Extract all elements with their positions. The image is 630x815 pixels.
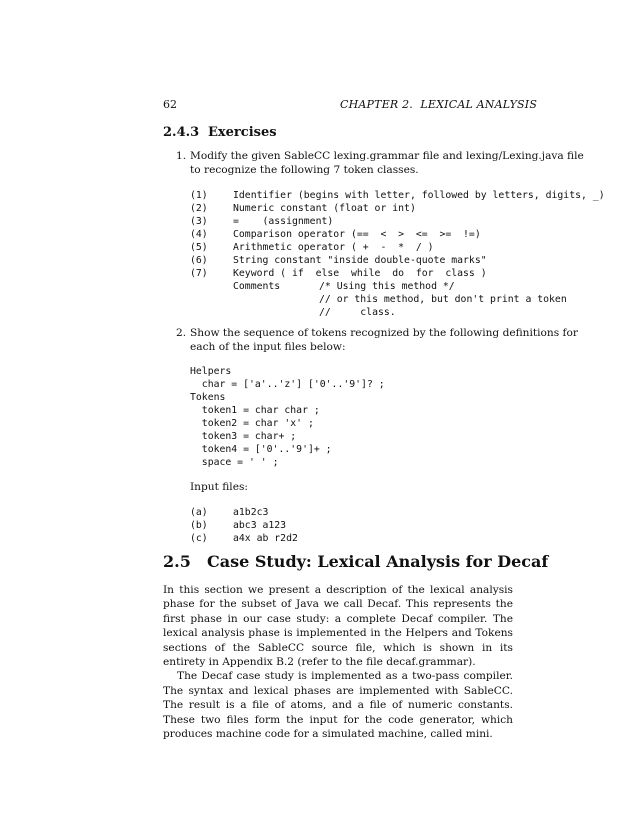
subsection-heading <box>163 125 277 140</box>
section-number: 2.5 <box>163 552 191 571</box>
token-class-text: Numeric constant (float or int) <box>233 203 416 214</box>
token-class-text: Comparison operator (== < > <= >= !=) <box>233 229 481 240</box>
token-class-label: (2) <box>190 203 208 214</box>
body-paragraph: The Decaf case study is implemented as a two-pass compiler. The syntax and lexical phases are implemented with SableCC. The result is a file of atoms, and a file of numeric constants. These two files form the input for the code generator, which produces machine code for a simulated machine, called mini. <box>163 670 513 741</box>
token-class-text: = (assignment) <box>233 216 334 227</box>
input-file-text: abc3 a123 <box>233 520 287 531</box>
running-chapter-title: CHAPTER 2. LEXICAL ANALYSIS <box>340 98 538 111</box>
token-class-text: String constant "inside double-quote marks" <box>233 255 487 266</box>
comment-line: // or this method, but don't print a token <box>319 294 567 305</box>
grammar-line: token3 = char+ ; <box>190 431 297 442</box>
exercise-2-line-1: Show the sequence of tokens recognized by the following definitions for <box>190 327 578 339</box>
token-class-label: (6) <box>190 255 208 266</box>
grammar-line: space = ' ' ; <box>190 457 279 468</box>
token-class-label: (3) <box>190 216 208 227</box>
exercise-1-line-2: to recognize the following 7 token classes. <box>190 164 419 176</box>
exercise-2-line-2: each of the input files below: <box>190 341 346 353</box>
grammar-line: Helpers <box>190 366 232 377</box>
exercise-1-number: 1. <box>176 150 187 162</box>
body-paragraph: In this section we present a description of the lexical analysis phase for the subset of Java we call Decaf. This represents the first phase in our case study: a complete Decaf compiler. The lexical analysis phase is implemented in the Helpers and Tokens sections of the SableCC source file, which is shown in its entirety in Appendix B.2 (refer to the file decaf.grammar). <box>163 584 513 669</box>
comment-line: /* Using this method */ <box>319 281 455 292</box>
input-file-label: (b) <box>190 520 208 531</box>
input-files-label: Input files: <box>190 481 248 493</box>
section-heading <box>163 552 548 571</box>
exercise-1-line-1: Modify the given SableCC lexing.grammar file and lexing/Lexing.java file <box>190 150 584 162</box>
subsection-title: Exercises <box>208 125 277 140</box>
input-file-text: a4x ab r2d2 <box>233 533 298 544</box>
comment-line: // class. <box>319 307 396 318</box>
grammar-line: char = ['a'..'z'] ['0'..'9']? ; <box>190 379 385 390</box>
comments-label: Comments <box>233 281 281 292</box>
exercise-2-number: 2. <box>176 327 187 339</box>
grammar-line: Tokens <box>190 392 226 403</box>
token-class-text: Keyword ( if else while do for class ) <box>233 268 487 279</box>
input-file-label: (c) <box>190 533 208 544</box>
token-class-label: (7) <box>190 268 208 279</box>
token-class-text: Arithmetic operator ( + - * / ) <box>233 242 434 253</box>
token-class-label: (1) <box>190 190 208 201</box>
grammar-line: token1 = char char ; <box>190 405 320 416</box>
input-file-label: (a) <box>190 507 208 518</box>
token-class-label: (4) <box>190 229 208 240</box>
section-title: Case Study: Lexical Analysis for Decaf <box>207 552 549 571</box>
page-number: 62 <box>163 98 177 111</box>
grammar-line: token4 = ['0'..'9']+ ; <box>190 444 332 455</box>
input-file-text: a1b2c3 <box>233 507 269 518</box>
token-class-text: Identifier (begins with letter, followed by letters, digits, _) <box>233 190 605 201</box>
grammar-line: token2 = char 'x' ; <box>190 418 314 429</box>
token-class-label: (5) <box>190 242 208 253</box>
section-body <box>163 583 513 741</box>
subsection-number: 2.4.3 <box>163 125 200 140</box>
